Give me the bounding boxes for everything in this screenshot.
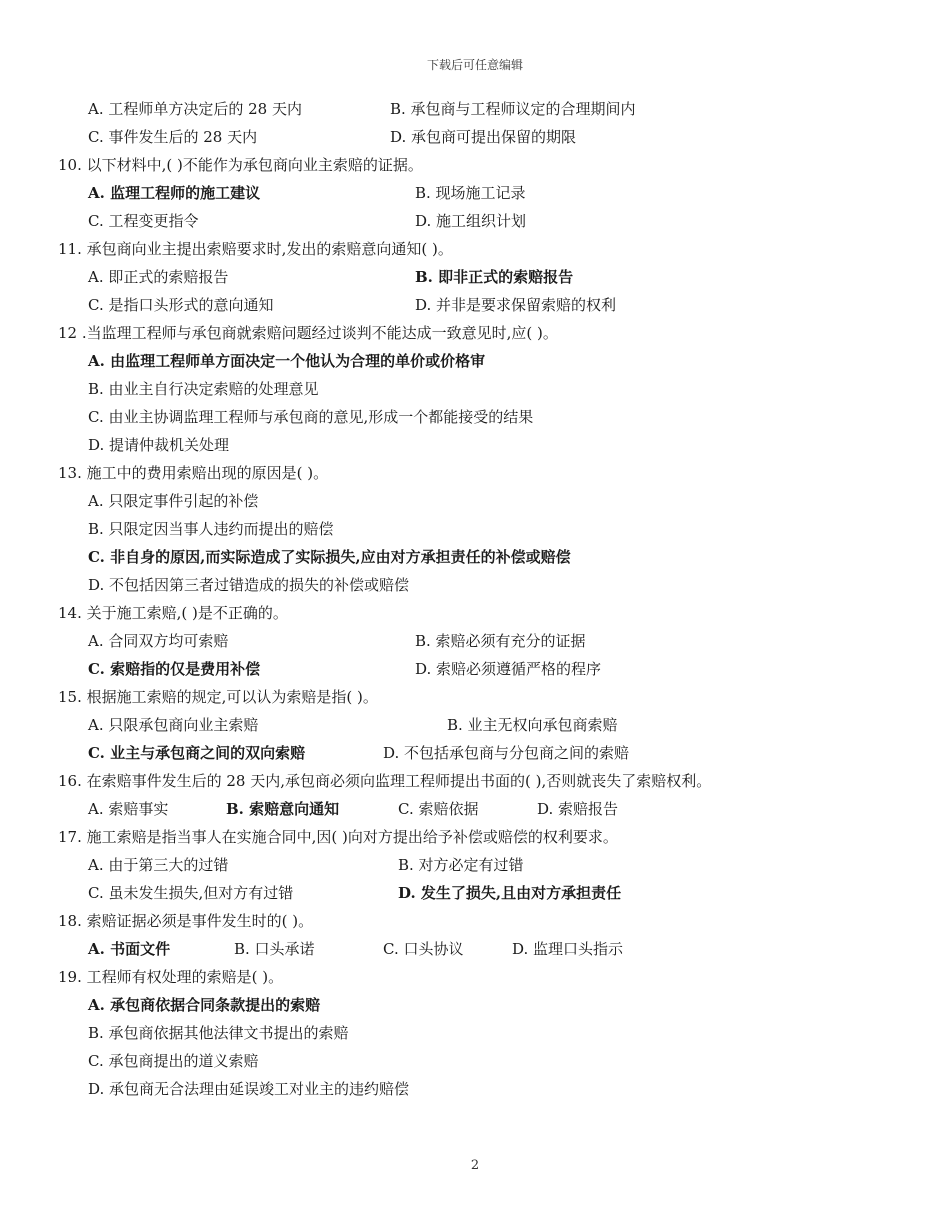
answer-option: B. 对方必定有过错 <box>398 856 524 874</box>
answer-option: B. 索赔必须有充分的证据 <box>415 632 586 650</box>
document-line <box>0 822 950 850</box>
document-line <box>0 766 950 794</box>
answer-option: D. 施工组织计划 <box>415 212 527 230</box>
document-line <box>0 94 950 122</box>
answer-option: D. 索赔必须遵循严格的程序 <box>415 660 602 678</box>
document-line <box>0 850 950 878</box>
question-stem: 10. 以下材料中,( )不能作为承包商向业主索赔的证据。 <box>58 156 423 174</box>
document-line <box>0 234 950 262</box>
answer-option: D. 发生了损失,且由对方承担责任 <box>398 884 622 902</box>
question-stem: 11. 承包商向业主提出索赔要求时,发出的索赔意向通知( )。 <box>58 240 453 258</box>
answer-option: D. 提请仲裁机关处理 <box>88 436 230 454</box>
answer-option: A. 书面文件 <box>88 940 171 958</box>
answer-option: B. 现场施工记录 <box>415 184 526 202</box>
document-line <box>0 682 950 710</box>
answer-option: A. 合同双方均可索赔 <box>88 632 229 650</box>
document-line <box>0 962 950 990</box>
answer-option: C. 口头协议 <box>383 940 464 958</box>
answer-option: B. 业主无权向承包商索赔 <box>447 716 618 734</box>
answer-option: A. 只限定事件引起的补偿 <box>88 492 259 510</box>
page-header: 下载后可任意编辑 <box>426 58 523 72</box>
answer-option: C. 索赔指的仅是费用补偿 <box>88 660 261 678</box>
answer-option: D. 索赔报告 <box>537 800 619 818</box>
document-line <box>0 990 950 1018</box>
answer-option: C. 索赔依据 <box>398 800 479 818</box>
document-line <box>0 794 950 822</box>
answer-option: D. 并非是要求保留索赔的权利 <box>415 296 617 314</box>
document-line <box>0 1074 950 1102</box>
document-line <box>0 654 950 682</box>
answer-option: A. 工程师单方决定后的 28 天内 <box>88 100 302 118</box>
document-line <box>0 1046 950 1074</box>
answer-option: C. 承包商提出的道义索赔 <box>88 1052 259 1070</box>
answer-option: C. 由业主协调监理工程师与承包商的意见,形成一个都能接受的结果 <box>88 408 534 426</box>
document-line <box>0 934 950 962</box>
question-list <box>0 94 950 1102</box>
question-stem: 13. 施工中的费用索赔出现的原因是( )。 <box>58 464 329 482</box>
document-line <box>0 1018 950 1046</box>
question-stem: 18. 索赔证据必须是事件发生时的( )。 <box>58 912 314 930</box>
answer-option: D. 监理口头指示 <box>512 940 624 958</box>
document-line <box>0 178 950 206</box>
document-line <box>0 878 950 906</box>
document-line <box>0 318 950 346</box>
document-line <box>0 542 950 570</box>
page-number: 2 <box>470 1158 480 1173</box>
answer-option: B. 承包商与工程师议定的合理期间内 <box>390 100 636 118</box>
answer-option: D. 不包括承包商与分包商之间的索赔 <box>383 744 630 762</box>
document-line <box>0 486 950 514</box>
answer-option: C. 是指口头形式的意向通知 <box>88 296 274 314</box>
document-line <box>0 514 950 542</box>
document-line <box>0 458 950 486</box>
question-stem: 15. 根据施工索赔的规定,可以认为索赔是指( )。 <box>58 688 378 706</box>
answer-option: B. 即非正式的索赔报告 <box>415 268 574 286</box>
answer-option: C. 事件发生后的 28 天内 <box>88 128 258 146</box>
answer-option: B. 口头承诺 <box>234 940 315 958</box>
document-line <box>0 374 950 402</box>
answer-option: C. 虽未发生损失,但对方有过错 <box>88 884 294 902</box>
document-line <box>0 710 950 738</box>
document-line <box>0 346 950 374</box>
question-stem: 19. 工程师有权处理的索赔是( )。 <box>58 968 284 986</box>
question-stem: 12 .当监理工程师与承包商就索赔问题经过谈判不能达成一致意见时,应( )。 <box>58 324 558 342</box>
answer-option: C. 业主与承包商之间的双向索赔 <box>88 744 306 762</box>
answer-option: B. 索赔意向通知 <box>226 800 340 818</box>
document-line <box>0 906 950 934</box>
answer-option: D. 不包括因第三者过错造成的损失的补偿或赔偿 <box>88 576 410 594</box>
document-line <box>0 430 950 458</box>
document-line <box>0 290 950 318</box>
document-line <box>0 402 950 430</box>
answer-option: A. 索赔事实 <box>88 800 169 818</box>
document-line <box>0 738 950 766</box>
document-line <box>0 598 950 626</box>
document-line <box>0 626 950 654</box>
document-line <box>0 122 950 150</box>
answer-option: A. 由于第三大的过错 <box>88 856 229 874</box>
answer-option: B. 承包商依据其他法律文书提出的索赔 <box>88 1024 349 1042</box>
answer-option: B. 只限定因当事人违约而提出的赔偿 <box>88 520 334 538</box>
answer-option: C. 工程变更指令 <box>88 212 199 230</box>
document-line <box>0 262 950 290</box>
document-line <box>0 150 950 178</box>
document-line <box>0 206 950 234</box>
answer-option: B. 由业主自行决定索赔的处理意见 <box>88 380 319 398</box>
answer-option: C. 非自身的原因,而实际造成了实际损失,应由对方承担责任的补偿或赔偿 <box>88 548 571 566</box>
question-stem: 16. 在索赔事件发生后的 28 天内,承包商必须向监理工程师提出书面的( ),否则就丧失了索赔权利。 <box>58 772 712 790</box>
answer-option: D. 承包商可提出保留的期限 <box>390 128 577 146</box>
answer-option: A. 由监理工程师单方面决定一个他认为合理的单价或价格审 <box>88 352 486 370</box>
question-stem: 14. 关于施工索赔,( )是不正确的。 <box>58 604 288 622</box>
question-stem: 17. 施工索赔是指当事人在实施合同中,因( )向对方提出给予补偿或赔偿的权利要求。 <box>58 828 618 846</box>
answer-option: D. 承包商无合法理由延误竣工对业主的违约赔偿 <box>88 1080 410 1098</box>
document-line <box>0 570 950 598</box>
answer-option: A. 只限承包商向业主索赔 <box>88 716 259 734</box>
answer-option: A. 即正式的索赔报告 <box>88 268 229 286</box>
answer-option: A. 监理工程师的施工建议 <box>88 184 261 202</box>
answer-option: A. 承包商依据合同条款提出的索赔 <box>88 996 321 1014</box>
